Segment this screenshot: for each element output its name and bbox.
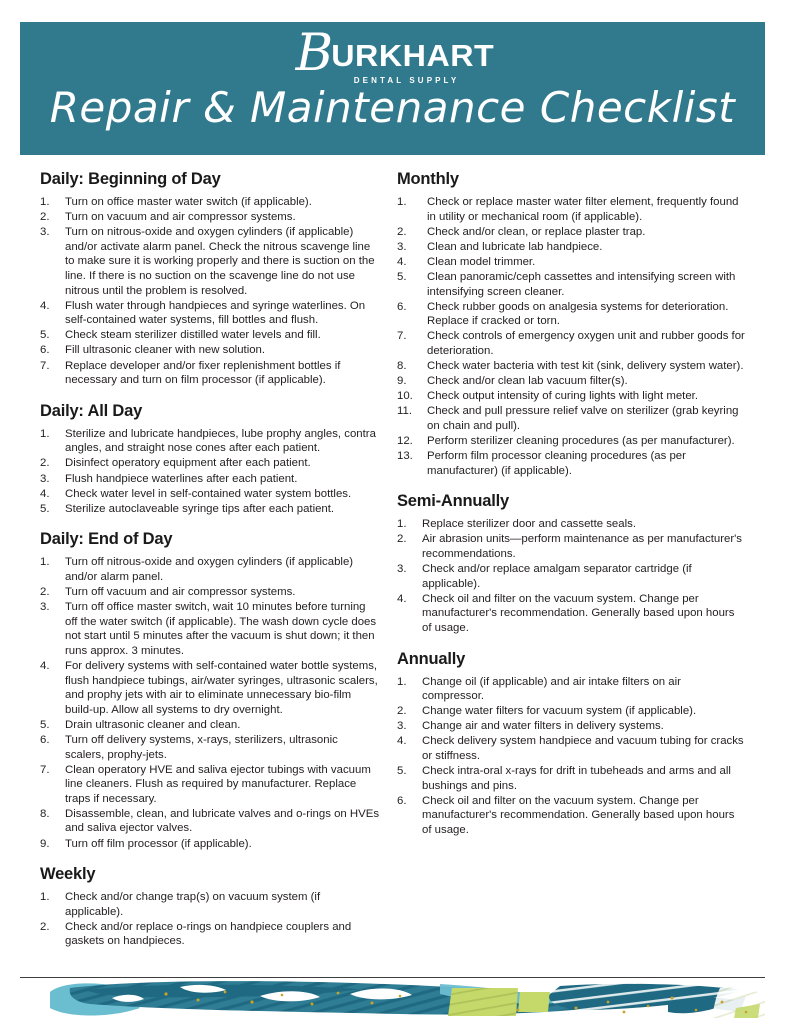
page-title: Repair & Maintenance Checklist (49, 83, 736, 132)
checklist-item-text: Check water level in self-contained water system bottles. (65, 487, 352, 500)
checklist-item-number: 4. (397, 255, 407, 268)
checklist-item[interactable] (40, 807, 380, 836)
checklist-item[interactable] (40, 427, 380, 456)
checklist-item[interactable] (397, 270, 745, 299)
checklist-item-number: 5. (40, 502, 50, 515)
section-heading: Annually (397, 649, 466, 668)
checklist-item[interactable] (40, 502, 380, 517)
checklist-item[interactable] (397, 592, 745, 636)
checklist-item-number: 3. (397, 563, 407, 576)
checklist-item[interactable] (397, 764, 745, 793)
checklist-item-number: 3. (397, 720, 407, 733)
checklist-item[interactable] (40, 733, 380, 762)
burkhart-logo (20, 24, 765, 85)
checklist-item-number: 2. (397, 533, 407, 546)
checklist-item[interactable] (397, 719, 745, 734)
checklist-item-list (40, 427, 380, 517)
checklist-item-number: 12. (397, 435, 413, 447)
section-heading: Weekly (40, 865, 96, 884)
footer-decoration (20, 978, 765, 1024)
checklist-item-number: 5. (40, 329, 50, 342)
checklist-item-text: Disassemble, clean, and lubricate valves and o-rings on HVEs and saliva ejector valves. (65, 807, 380, 835)
checklist-item-number: 3. (40, 226, 50, 239)
checklist-item-text: Check and/or clean lab vacuum filter(s). (427, 375, 628, 388)
checklist-item[interactable] (40, 343, 380, 358)
checklist-item-number: 11. (397, 405, 412, 418)
checklist-item-text: Check and pull pressure relief valve on sterilizer (grab keyring on chain and pull). (427, 405, 739, 432)
logo-script-b-icon: B (295, 24, 332, 83)
checklist-item[interactable] (397, 434, 745, 449)
checklist-item-text: Turn off vacuum and air compressor systems. (65, 585, 296, 598)
checklist-item-text: Change water filters for vacuum system (if applicable). (422, 705, 697, 718)
checklist-item-text: Check or replace master water filter element, frequently found in utility or mechanical room (if applicable). (427, 196, 739, 223)
section-heading: Daily: All Day (40, 401, 143, 420)
logo-subtitle: DENTAL SUPPLY (353, 76, 460, 85)
checklist-item[interactable] (397, 374, 745, 389)
checklist-item-text: Check intra-oral x-rays for drift in tubeheads and arms and all bushings and pins. (422, 765, 731, 792)
checklist-item-number: 1. (397, 675, 407, 688)
checklist-item-text: Check oil and filter on the vacuum system. Change per manufacturer's recommendation. Generally based upon hours of usage. (422, 794, 735, 836)
checklist-item-text: Air abrasion units—perform maintenance as per manufacturer's recommendations. (422, 533, 742, 560)
checklist-item[interactable] (40, 920, 380, 949)
checklist-section (397, 650, 745, 838)
checklist-item[interactable] (397, 389, 745, 404)
right-column (392, 170, 785, 956)
checklist-item-number: 4. (40, 299, 50, 312)
left-column (0, 170, 392, 956)
logo-word-text: URKHART (330, 38, 494, 73)
checklist-item-number: 1. (397, 518, 407, 531)
checklist-item[interactable] (397, 404, 745, 433)
checklist-item-number: 9. (40, 837, 50, 850)
checklist-item[interactable] (40, 328, 380, 343)
checklist-item-number: 3. (40, 601, 50, 614)
checklist-item-text: Check water bacteria with test kit (sink, delivery system water). (427, 360, 744, 373)
checklist-item-text: Check delivery system handpiece and vacuum tubing for cracks or stiffness. (422, 735, 744, 762)
checklist-item[interactable] (397, 255, 745, 270)
checklist-item-number: 2. (40, 211, 50, 224)
checklist-item-text: Check and/or replace amalgam separator cartridge (if applicable). (422, 563, 692, 590)
checklist-item-text: Turn off nitrous-oxide and oxygen cylinders (if applicable) and/or alarm panel. (65, 556, 354, 583)
checklist-item-number: 5. (397, 765, 407, 778)
checklist-item-text: Clean operatory HVE and saliva ejector tubings with vacuum line cleaners. Flush as required by manufacturer. Replace traps if necessary. (65, 763, 371, 805)
checklist-item-text: Turn off office master switch, wait 10 minutes before turning off the water switch (if applicable). The wash down cycle does not start until 5 minutes after the vacuum is shut down; it then runs approx. 3 minutes. (65, 601, 377, 657)
checklist-item-number: 1. (40, 427, 50, 440)
checklist-item-text: Flush handpiece waterlines after each patient. (65, 472, 298, 485)
section-heading: Daily: Beginning of Day (40, 170, 221, 188)
checklist-item-number: 1. (40, 891, 50, 904)
checklist-item[interactable] (397, 734, 745, 763)
checklist-section (40, 865, 380, 949)
checklist-item-text: Flush water through handpieces and syringe waterlines. On self-contained water systems, fill bottles and flush. (65, 299, 366, 327)
checklist-item[interactable] (397, 449, 745, 478)
checklist-item-text: Check rubber goods on analgesia systems for deterioration. Replace if cracked or torn. (427, 300, 729, 328)
checklist-item-number: 6. (40, 733, 50, 746)
checklist-item-number: 1. (397, 196, 407, 208)
checklist-item-number: 13. (397, 450, 413, 463)
checklist-item-list (397, 517, 745, 635)
section-heading: Monthly (397, 170, 459, 188)
checklist-section (40, 530, 380, 851)
checklist-item-number: 6. (397, 300, 407, 313)
checklist-section (397, 492, 745, 635)
checklist-item-number: 3. (397, 240, 407, 253)
checklist-item-number: 8. (40, 807, 50, 820)
checklist-item[interactable] (40, 456, 380, 471)
header-banner (20, 22, 765, 155)
checklist-item-number: 6. (397, 794, 407, 807)
checklist-item-text: Clean panoramic/ceph cassettes and intensifying screen with intensifying screen cleaner. (427, 270, 736, 298)
checklist-item[interactable] (397, 195, 745, 224)
checklist-item[interactable] (40, 359, 380, 388)
checklist-item-number: 2. (397, 225, 407, 238)
checklist-item-text: Check and/or change trap(s) on vacuum system (if applicable). (65, 891, 321, 918)
checklist-item-list (397, 675, 745, 838)
checklist-item[interactable] (397, 225, 745, 240)
checklist-item-number: 10. (397, 390, 413, 403)
checklist-item-text: Check output intensity of curing lights with light meter. (427, 390, 698, 403)
checklist-section (40, 402, 380, 517)
checklist-item-number: 4. (397, 735, 407, 748)
checklist-item-number: 2. (40, 585, 50, 598)
checklist-item-number: 4. (40, 659, 50, 672)
checklist-item[interactable] (397, 300, 745, 329)
section-heading: Daily: End of Day (40, 530, 173, 549)
checklist-item-list (397, 195, 745, 478)
checklist-item-number: 5. (40, 718, 50, 731)
checklist-item-text: Change oil (if applicable) and air intake filters on air compressor. (422, 675, 681, 703)
checklist-item-number: 8. (397, 360, 407, 373)
checklist-item[interactable] (397, 532, 745, 561)
checklist-item-text: Turn off delivery systems, x-rays, sterilizers, ultrasonic scalers, prophy-jets. (65, 733, 338, 761)
checklist-item-text: Replace sterilizer door and cassette seals. (422, 518, 636, 531)
checklist-item-text: Perform sterilizer cleaning procedures (as per manufacturer). (427, 435, 735, 447)
checklist-item-text: Replace developer and/or fixer replenishment bottles if necessary and turn on film processor (if applicable). (65, 359, 341, 387)
checklist-item-number: 7. (397, 330, 407, 343)
checklist-item-number: 3. (40, 472, 50, 485)
checklist-content (0, 170, 785, 956)
checklist-item-text: Clean and lubricate lab handpiece. (427, 240, 603, 253)
checklist-item-number: 1. (40, 556, 50, 569)
checklist-item-text: Turn on office master water switch (if applicable). (65, 196, 312, 208)
checklist-item[interactable] (40, 600, 380, 658)
checklist-item-text: Perform film processor cleaning procedures (as per manufacturer) (if applicable). (427, 450, 686, 477)
checklist-item-list (40, 555, 380, 851)
checklist-item[interactable] (40, 195, 380, 210)
checklist-item[interactable] (40, 225, 380, 298)
checklist-item-text: Check oil and filter on the vacuum system. Change per manufacturer's recommendation. Generally based upon hours of usage. (422, 592, 735, 634)
checklist-item-text: Check steam sterilizer distilled water levels and fill. (65, 329, 321, 342)
checklist-item-text: Change air and water filters in delivery systems. (422, 720, 664, 733)
checklist-item[interactable] (40, 555, 380, 584)
footer-abstract-graphic (20, 978, 765, 1024)
checklist-item-number: 6. (40, 344, 50, 357)
checklist-item[interactable] (397, 359, 745, 374)
checklist-item[interactable] (397, 675, 745, 704)
section-heading: Semi-Annually (397, 492, 510, 511)
checklist-item[interactable] (40, 659, 380, 717)
checklist-item[interactable] (40, 890, 380, 919)
checklist-item-list (40, 890, 380, 949)
checklist-item[interactable] (40, 763, 380, 807)
checklist-item[interactable] (397, 562, 745, 591)
checklist-item[interactable] (40, 718, 380, 733)
checklist-item-text: Check and/or replace o-rings on handpiece couplers and gaskets on handpieces. (65, 920, 352, 948)
checklist-item[interactable] (397, 329, 745, 358)
checklist-item-text: Clean model trimmer. (427, 255, 536, 268)
checklist-item-text: Fill ultrasonic cleaner with new solution. (65, 344, 266, 357)
checklist-item[interactable] (40, 299, 380, 328)
checklist-item-text: Drain ultrasonic cleaner and clean. (65, 718, 241, 731)
checklist-item-number: 7. (40, 763, 50, 776)
checklist-item-text: Turn on nitrous-oxide and oxygen cylinders (if applicable) and/or activate alarm panel. Check the nitrous scavenge line to make sure it is working properly and there is suction on the line. If there is no suction on the scavenge line do not use nitrous until the problem is resolved. (65, 226, 375, 297)
checklist-item-text: Turn on vacuum and air compressor systems. (65, 211, 296, 224)
checklist-item-number: 4. (397, 592, 407, 605)
checklist-item-number: 2. (40, 457, 50, 470)
checklist-item[interactable] (40, 837, 380, 852)
checklist-item-number: 7. (40, 359, 50, 372)
checklist-item-number: 2. (397, 705, 407, 718)
checklist-item-text: Check controls of emergency oxygen unit and rubber goods for deterioration. (427, 330, 745, 357)
checklist-item-text: Disinfect operatory equipment after each patient. (65, 457, 311, 470)
checklist-item-text: Check and/or clean, or replace plaster trap. (427, 225, 646, 238)
checklist-item[interactable] (40, 210, 380, 225)
checklist-item-text: Sterilize autoclaveable syringe tips after each patient. (65, 502, 335, 515)
checklist-item-number: 5. (397, 270, 407, 283)
checklist-item-text: Sterilize and lubricate handpieces, lube prophy angles, contra angles, and straight nose cones after each patient. (65, 427, 376, 455)
checklist-item[interactable] (397, 517, 745, 532)
checklist-item-text: Turn off film processor (if applicable). (65, 837, 252, 850)
checklist-item-number: 2. (40, 920, 50, 933)
checklist-item-text: For delivery systems with self-contained water bottle systems, flush handpiece tubings, air/water syringes, ultrasonic scalers, and prophy jets with air to eliminate unnecessary bio-film build-up. Allow all systems to dry overnight. (65, 659, 378, 716)
checklist-item[interactable] (397, 704, 745, 719)
checklist-item[interactable] (40, 585, 380, 600)
checklist-item-number: 9. (397, 375, 407, 388)
checklist-item-number: 4. (40, 487, 50, 500)
checklist-item[interactable] (40, 472, 380, 487)
checklist-section (40, 170, 380, 388)
checklist-item[interactable] (397, 794, 745, 838)
checklist-item[interactable] (397, 240, 745, 255)
checklist-section (397, 170, 745, 478)
checklist-item[interactable] (40, 487, 380, 502)
checklist-item-number: 1. (40, 196, 50, 208)
checklist-item-list (40, 195, 380, 388)
